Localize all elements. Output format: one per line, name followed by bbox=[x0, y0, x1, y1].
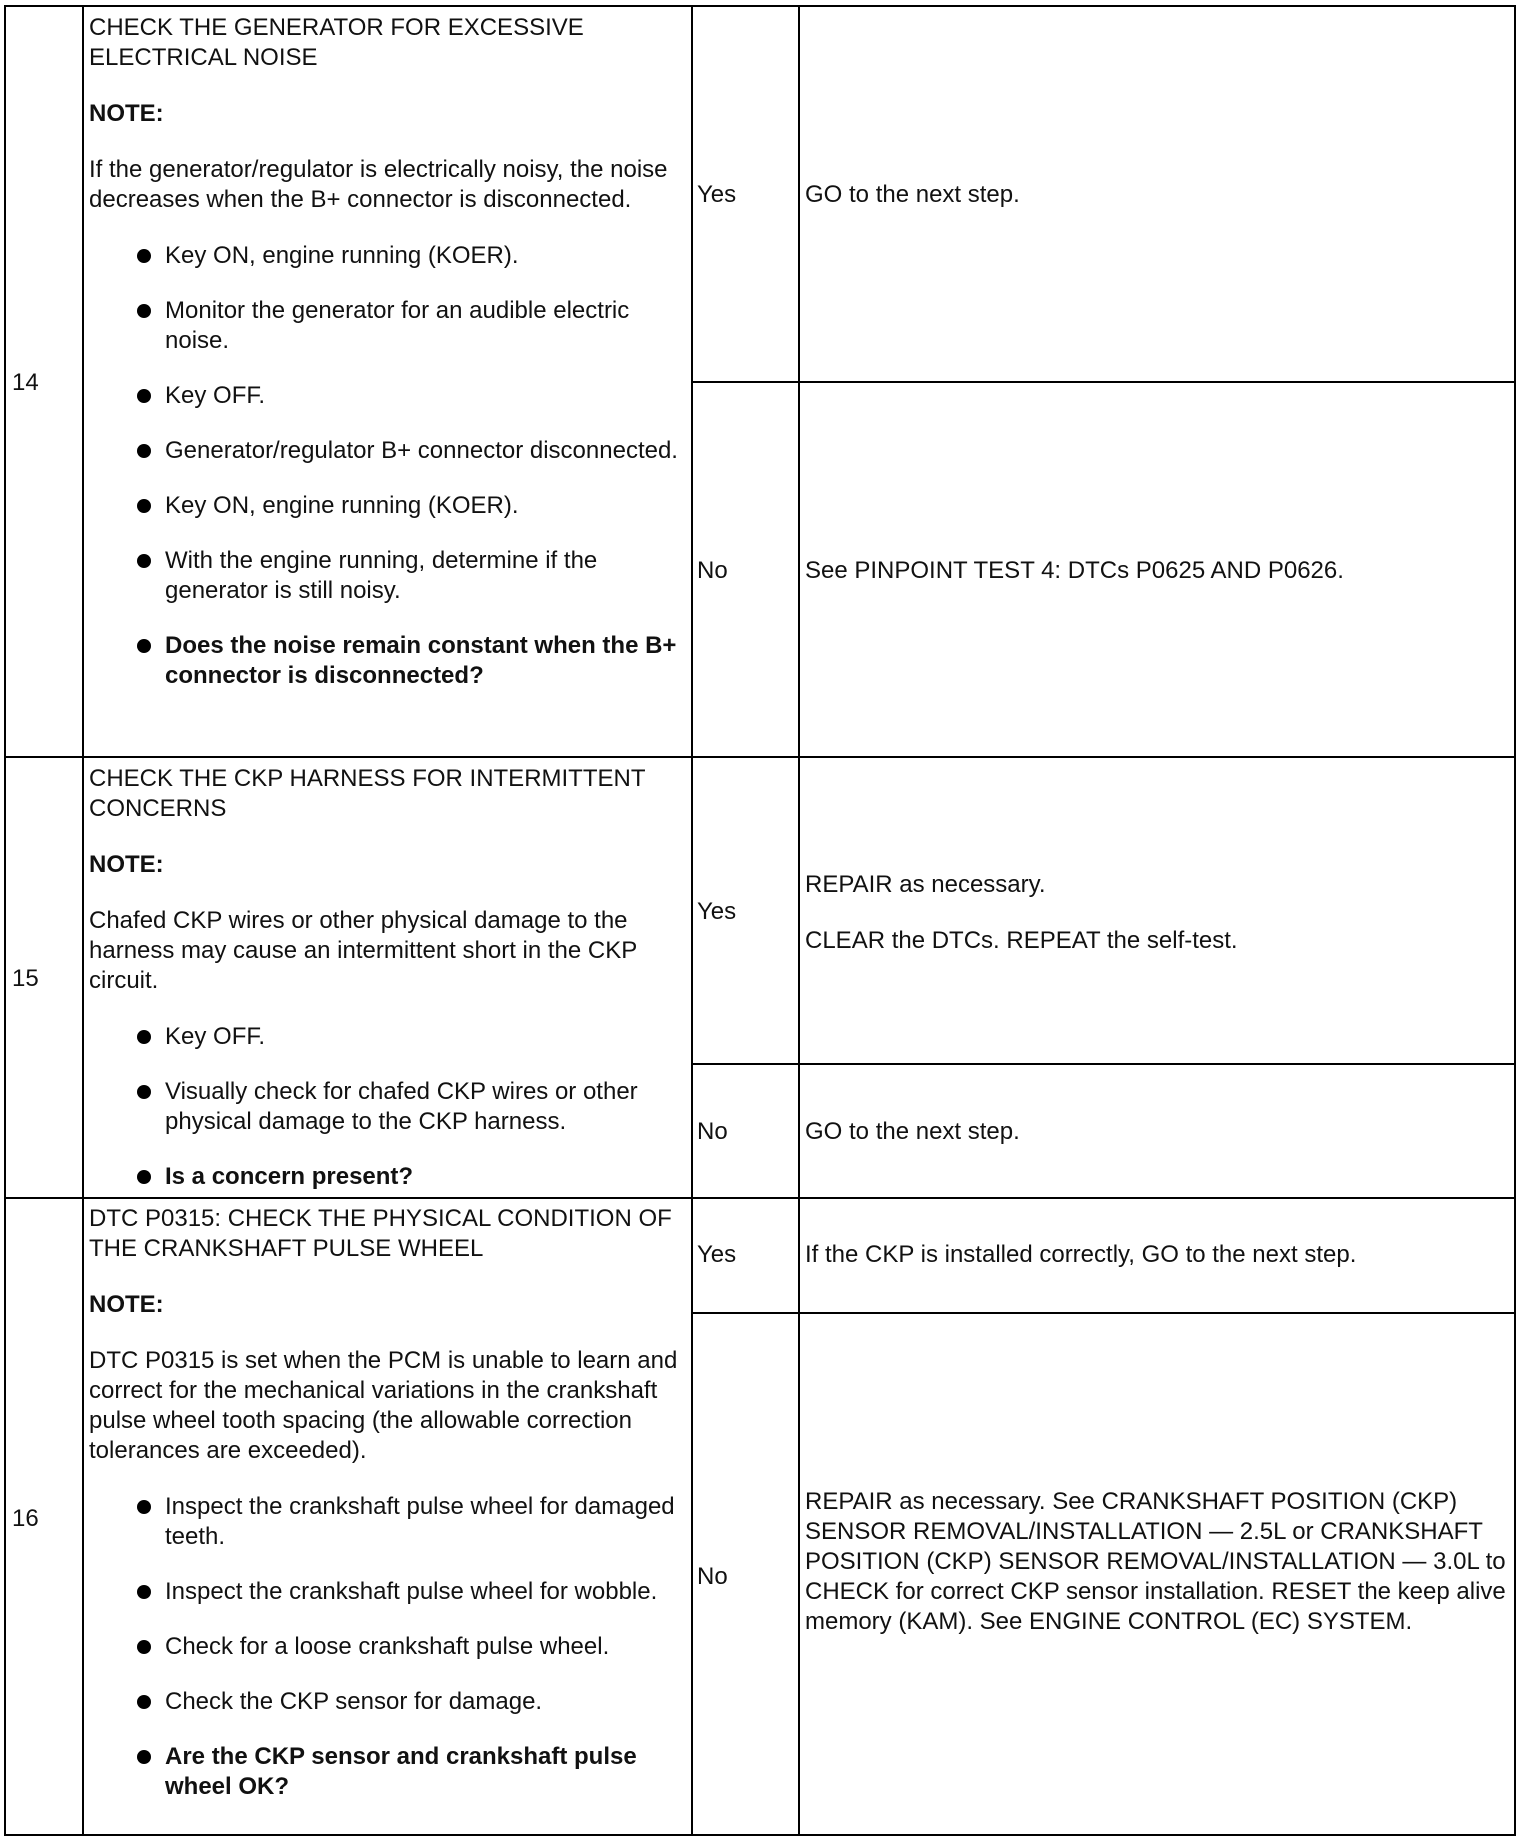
bullet-icon bbox=[137, 1170, 151, 1184]
note-text: If the generator/regulator is electrically noisy, the noise decreases when the B+ connector is disconnected. bbox=[89, 156, 668, 213]
step-instructions bbox=[89, 1204, 679, 1802]
list-item: Inspect the crankshaft pulse wheel for damaged teeth. bbox=[89, 1492, 679, 1552]
outcome-divider bbox=[691, 1063, 1516, 1065]
row-divider bbox=[4, 1197, 1516, 1199]
list-item: Check for a loose crankshaft pulse wheel. bbox=[89, 1632, 679, 1662]
bullet-icon bbox=[137, 444, 151, 458]
column-divider bbox=[82, 5, 84, 1836]
no-label: No bbox=[697, 557, 728, 584]
column-divider bbox=[691, 5, 693, 1836]
bullet-icon bbox=[137, 554, 151, 568]
list-item: Key ON, engine running (KOER). bbox=[89, 491, 679, 521]
step-heading: DTC P0315: CHECK THE PHYSICAL CONDITION OF THE CRANKSHAFT PULSE WHEEL bbox=[89, 1205, 672, 1262]
no-result: GO to the next step. bbox=[805, 1118, 1020, 1145]
bullet-icon bbox=[137, 1085, 151, 1099]
list-item: Visually check for chafed CKP wires or other physical damage to the CKP harness. bbox=[89, 1077, 679, 1137]
step-heading: CHECK THE CKP HARNESS FOR INTERMITTENT CONCERNS bbox=[89, 765, 646, 822]
table-border-right bbox=[1514, 5, 1516, 1836]
column-divider bbox=[798, 5, 800, 1836]
list-item: Monitor the generator for an audible electric noise. bbox=[89, 296, 679, 356]
note-label: NOTE: bbox=[89, 1291, 164, 1318]
result-line: REPAIR as necessary. bbox=[805, 871, 1046, 898]
action-list bbox=[89, 241, 679, 691]
bullet-icon bbox=[137, 1750, 151, 1764]
bullet-icon bbox=[137, 304, 151, 318]
yes-result: If the CKP is installed correctly, GO to the next step. bbox=[805, 1241, 1357, 1268]
bullet-icon bbox=[137, 249, 151, 263]
bullet-icon bbox=[137, 1640, 151, 1654]
question-item: Is a concern present? bbox=[89, 1162, 679, 1192]
list-item: Key OFF. bbox=[89, 381, 679, 411]
bullet-icon bbox=[137, 389, 151, 403]
result-line: CLEAR the DTCs. REPEAT the self-test. bbox=[805, 927, 1238, 954]
bullet-icon bbox=[137, 639, 151, 653]
list-item: Key ON, engine running (KOER). bbox=[89, 241, 679, 271]
bullet-icon bbox=[137, 1585, 151, 1599]
list-item: With the engine running, determine if the generator is still noisy. bbox=[89, 546, 679, 606]
bullet-icon bbox=[137, 499, 151, 513]
row-divider bbox=[4, 756, 1516, 758]
table-border-top bbox=[4, 5, 1516, 7]
step-heading: CHECK THE GENERATOR FOR EXCESSIVE ELECTRICAL NOISE bbox=[89, 14, 584, 71]
yes-label: Yes bbox=[697, 181, 737, 208]
step-number: 15 bbox=[12, 965, 39, 992]
no-label: No bbox=[697, 1563, 728, 1590]
step-instructions bbox=[89, 764, 679, 1192]
note-label: NOTE: bbox=[89, 100, 164, 127]
step-instructions bbox=[89, 13, 679, 691]
no-label: No bbox=[697, 1118, 728, 1145]
yes-label: Yes bbox=[697, 1241, 737, 1268]
list-item: Check the CKP sensor for damage. bbox=[89, 1687, 679, 1717]
no-result: See PINPOINT TEST 4: DTCs P0625 AND P0626. bbox=[805, 557, 1344, 584]
step-number: 14 bbox=[12, 369, 39, 396]
table-border-left bbox=[4, 5, 6, 1836]
bullet-icon bbox=[137, 1695, 151, 1709]
yes-label: Yes bbox=[697, 898, 737, 925]
list-item: Key OFF. bbox=[89, 1022, 679, 1052]
note-text: DTC P0315 is set when the PCM is unable to learn and correct for the mechanical variations in the crankshaft pulse wheel tooth spacing (the allowable correction tolerances are exceeded). bbox=[89, 1347, 678, 1464]
list-item: Inspect the crankshaft pulse wheel for wobble. bbox=[89, 1577, 679, 1607]
step-number: 16 bbox=[12, 1505, 39, 1532]
bullet-icon bbox=[137, 1500, 151, 1514]
question-item: Are the CKP sensor and crankshaft pulse wheel OK? bbox=[89, 1742, 679, 1802]
note-text: Chafed CKP wires or other physical damage to the harness may cause an intermittent short in the CKP circuit. bbox=[89, 907, 637, 994]
action-list bbox=[89, 1492, 679, 1802]
question-item: Does the noise remain constant when the B+ connector is disconnected? bbox=[89, 631, 679, 691]
outcome-divider bbox=[691, 1312, 1516, 1314]
action-list bbox=[89, 1022, 679, 1192]
note-label: NOTE: bbox=[89, 851, 164, 878]
no-result: REPAIR as necessary. See CRANKSHAFT POSITION (CKP) SENSOR REMOVAL/INSTALLATION — 2.5L or CRANKSHAFT POSITION (CKP) SENSOR REMOVAL/INSTALLATION — 3.0L to CHECK for correct CKP sensor installation. RESET the keep alive memory (KAM). See ENGINE CONTROL (EC) SYSTEM. bbox=[805, 1488, 1506, 1635]
list-item: Generator/regulator B+ connector disconnected. bbox=[89, 436, 679, 466]
yes-result bbox=[805, 870, 1505, 956]
bullet-icon bbox=[137, 1030, 151, 1044]
outcome-divider bbox=[691, 381, 1516, 383]
yes-result: GO to the next step. bbox=[805, 181, 1020, 208]
